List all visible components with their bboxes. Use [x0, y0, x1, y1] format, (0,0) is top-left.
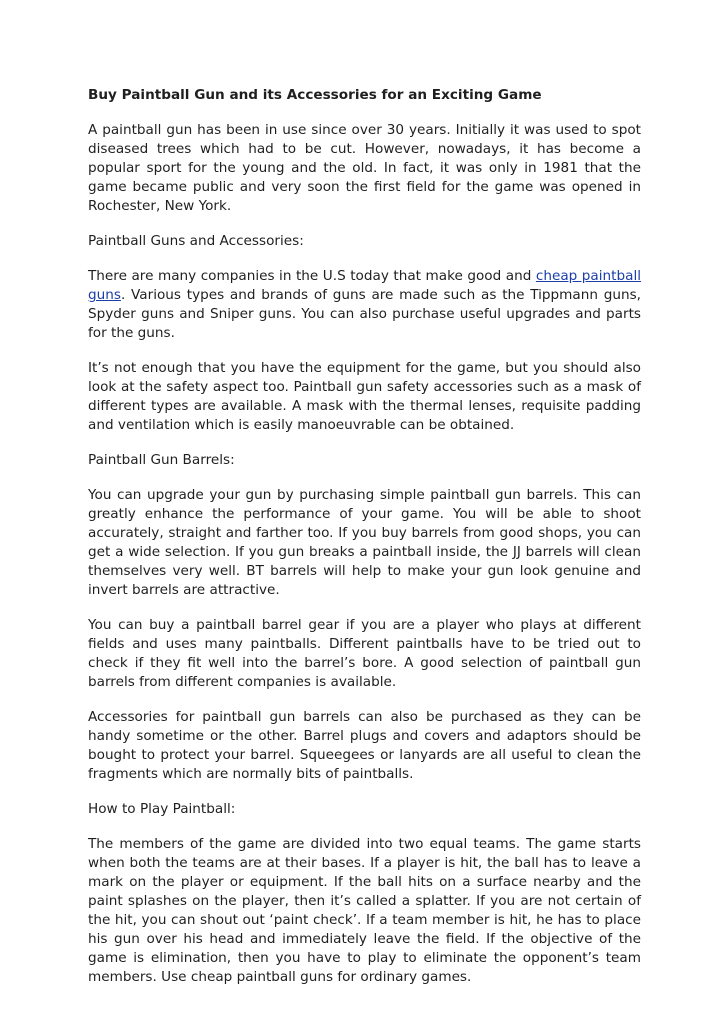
document-title: Buy Paintball Gun and its Accessories for an Exciting Game — [88, 87, 542, 103]
section-heading-guns-accessories: Paintball Guns and Accessories: — [88, 233, 304, 249]
guns-companies-paragraph — [88, 267, 641, 343]
how-to-play-paragraph: The members of the game are divided into two equal teams. The game starts when both the teams are at their bases. If a player is hit, the ball has to leave a mark on the player or equipment. If the ball hits on a surface nearby and the paint splashes on the player, then it’s called a splatter. If you are not certain of the hit, you can shout out ‘paint check’. If a team member is hit, he has to place his gun over his head and immediately leave the field. If the objective of the game is elimination, then you have to play to eliminate the opponent’s team members. Use cheap paintball guns for ordinary games. — [88, 836, 641, 985]
document-page — [88, 86, 641, 1003]
barrel-gear-paragraph: You can buy a paintball barrel gear if you are a player who plays at different fields and uses many paintballs. Different paintballs have to be tried out to check if they fit well into the barrel’s bore. A good selection of paintball gun barrels from different companies is available. — [88, 617, 641, 690]
paragraph-text: There are many companies in the U.S today that make good and — [88, 268, 536, 284]
section-heading-how-to-play: How to Play Paintball: — [88, 801, 236, 817]
intro-paragraph: A paintball gun has been in use since over 30 years. Initially it was used to spot diseased trees which had to be cut. However, nowadays, it has become a popular sport for the young and the old. In fact, it was only in 1981 that the game became public and very soon the first field for the game was opened in Rochester, New York. — [88, 122, 641, 214]
paragraph-text: . Various types and brands of guns are made such as the Tippmann guns, Spyder guns and Sniper guns. You can also purchase useful upgrades and parts for the guns. — [88, 287, 641, 341]
section-heading-gun-barrels: Paintball Gun Barrels: — [88, 452, 235, 468]
cheap-paintball-guns-link[interactable]: cheap paintball guns — [88, 268, 642, 303]
barrel-accessories-paragraph: Accessories for paintball gun barrels can also be purchased as they can be handy sometime or the other. Barrel plugs and covers and adaptors should be bought to protect your barrel. Squeegees or lanyards are all useful to clean the fragments which are normally bits of paintballs. — [88, 709, 641, 782]
barrels-upgrade-paragraph: You can upgrade your gun by purchasing simple paintball gun barrels. This can greatly enhance the performance of your game. You will be able to shoot accurately, straight and farther too. If you buy barrels from good shops, you can get a wide selection. If you gun breaks a paintball inside, the JJ barrels will clean themselves very well. BT barrels will help to make your gun look genuine and invert barrels are attractive. — [88, 487, 641, 598]
safety-paragraph: It’s not enough that you have the equipment for the game, but you should also look at the safety aspect too. Paintball gun safety accessories such as a mask of different types are available. A mask with the thermal lenses, requisite padding and ventilation which is easily manoeuvrable can be obtained. — [88, 360, 641, 433]
